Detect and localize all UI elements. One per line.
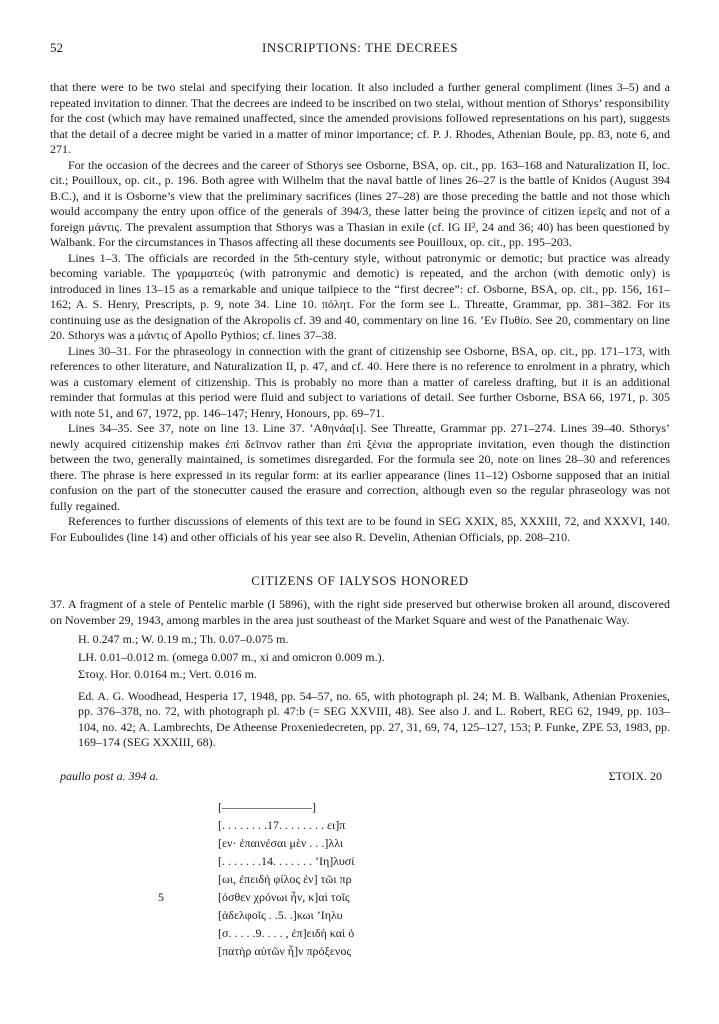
inscription-line — [218, 942, 670, 960]
page-number: 52 — [50, 40, 63, 55]
inscription-line — [218, 924, 670, 942]
inscription-line — [218, 852, 670, 870]
entry-intro: 37. A fragment of a stele of Pentelic marble (I 5896), with the right side preserved but otherwise broken all around, discovered on November 29, 1943, among marbles in the area just southeast of the Market Square and west of the Panathenaic Way. — [50, 597, 670, 627]
section-title: CITIZENS OF IALYSOS HONORED — [251, 573, 469, 588]
line-text: [όσθεν χρόνωι ἦν, κ]αὶ τοῖς — [218, 889, 350, 904]
line-text: [ωι, ἐπειδὴ φίλος ἐν] τῶι πρ — [218, 871, 352, 886]
commentary — [50, 80, 670, 545]
line-text: [–––––––––––––––] — [218, 799, 316, 814]
line-number — [148, 834, 218, 852]
inscription-line — [218, 798, 670, 816]
dimensions: H. 0.247 m.; W. 0.19 m.; Th. 0.07–0.075 m. — [78, 632, 289, 646]
line-text: [εν· ἐπαινέσαι μὲν . . .]λλι — [218, 835, 344, 850]
line-number — [148, 798, 218, 816]
stoich-measurements: Στοιχ. Hor. 0.0164 m.; Vert. 0.016 m. — [78, 667, 257, 681]
line-number — [148, 870, 218, 888]
inscription-line — [158, 888, 670, 906]
line-text: [σ. . . . .9. . . . , ἐπ]ειδὴ καὶ ὁ — [218, 925, 355, 940]
stoich-label: ΣΤΟΙΧ. 20 — [608, 768, 662, 783]
line-number — [148, 852, 218, 870]
line-text: [πατὴρ αὐτῶν ἦ]ν πρόξενος — [218, 943, 352, 958]
line-text: [. . . . . . .14. . . . . . . ’Ιη]λυσί — [218, 853, 355, 868]
dateline — [50, 769, 670, 784]
entry-measurements — [78, 632, 670, 683]
inscription-line — [218, 816, 670, 834]
inscription-line — [218, 870, 670, 888]
line-text: [. . . . . . . .17. . . . . . . . ει]π — [218, 817, 346, 832]
page — [50, 40, 670, 960]
inscription-text — [158, 798, 670, 960]
date: paullo post a. 394 a. — [60, 768, 159, 783]
line-number: 5 — [158, 889, 164, 904]
paragraph: Lines 30–31. For the phraseology in connection with the grant of citizenship see Osborne, BSA, op. cit., pp. 171–173, with references to other literature, and Naturalization II, p. 47, and cf. 40. Here there is no reference to enrolment in a phratry, which was a customary element of citizenship. This is probably no more than a matter of careless drafting, but it is an additional reminder that formulas at this period were fluid and subject to variations of detail. See further Osborne, BSA 66, 1971, p. 305 with note 51, and 67, 1972, pp. 146–147; Henry, Honours, pp. 69–71. — [50, 343, 670, 420]
paragraph: References to further discussions of elements of this text are to be found in SEG XXIX, 85, XXXIII, 72, and XXXVI, 140. For Euboulides (line 14) and other officials of his year see also R. Develin, Athenian Officials, pp. 208–210. — [50, 514, 670, 544]
running-head: INSCRIPTIONS: THE DECREES — [261, 40, 459, 55]
inscription-line — [218, 906, 670, 924]
paragraph: Lines 1–3. The officials are recorded in the 5th-century style, without patronymic or demotic; but practice was already becoming variable. The γραμματεύς (with patronymic and demotic) is repeated, and the archon (with demotic only) is introduced in lines 13–15 as a remarkable and unique tailpiece to the “first decree”: cf. Osborne, BSA, op. cit., pp. 156, 161–162; A. S. Henry, Prescripts, p. 9, note 34. Line 10. πόλητ. For the form see L. Threatte, Grammar, pp. 381–382. For its continuing use as the designation of the Akropolis cf. 39 and 40, commentary on line 16. ’Εν Πυθίο. See 20, commentary on line 20. Sthorys was a μάντις of Apollo Pythios; cf. lines 37–38. — [50, 250, 670, 342]
letter-height: LH. 0.01–0.012 m. (omega 0.007 m., xi and omicron 0.009 m.). — [78, 649, 385, 664]
line-number — [148, 942, 218, 960]
paragraph: that there were to be two stelai and specifying their location. It also included a further general compliment (lines 3–5) and a repeated invitation to dinner. That the decrees are indeed to be inscribed on two stelai, without mention of Sthorys’ responsibility for the cost (which may have remained unaffected, since the amended provisions followed representations on his part), suggests that the detail of a decree might be varied in a matter of minor importance; cf. P. J. Rhodes, Athenian Boule, pp. 83, note 6, and 271. — [50, 80, 670, 156]
edition-references: Ed. A. G. Woodhead, Hesperia 17, 1948, pp. 54–57, no. 65, with photograph pl. 24; M. B. Walbank, Athenian Proxenies, pp. 376–378, no. 72, with photograph pl. 47:b (= SEG XXVIII, 48). See also J. and L. Robert, REG 62, 1949, pp. 103–104, no. 42; A. Lambrechts, De Atheense Proxeniedecreten, pp. 27, 31, 69, 74, 125–127, 153; P. Funke, ZPE 53, 1983, pp. 169–174 (SEG XXXIII, 68). — [78, 688, 670, 749]
line-number — [148, 906, 218, 924]
page-header — [50, 40, 670, 62]
line-number — [148, 924, 218, 942]
inscription-line — [218, 834, 670, 852]
line-number — [148, 816, 218, 834]
paragraph: Lines 34–35. See 37, note on line 13. Line 37. ’Αθηνάα[ι]. See Threatte, Grammar pp. 271–274. Lines 39–40. Sthorys’ newly acquired citizenship makes ἐπὶ δεῖπνον rather than ἐπὶ ξένια the appropriate invitation, even though the distinction between the two, generally maintained, is sometimes disregarded. For the formula see 20, note on lines 28–30 and references there. The phrase is here expressed in its regular form: at its earlier appearance (lines 11–12) Osborne supposed that an initial confusion on the part of the stonecutter caused the erasure and correction, although even so the regular phraseology was not fully regained. — [50, 421, 670, 513]
line-text: [ἀδελφοῖς . .5. .]κωι ’Ιηλυ — [218, 907, 343, 922]
paragraph: For the occasion of the decrees and the career of Sthorys see Osborne, BSA, op. cit., pp. 163–168 and Naturalization II, loc. cit.; Pouilloux, op. cit., p. 196. Both agree with Wilhelm that the naval battle of lines 26–27 is the battle of Knidos (August 394 B.C.), and it is Osborne’s view that the preliminary sacrifices (lines 27–28) are those preceding the battle and not those which would accompany the entry upon office of the generals of 394/3, these latter being the province of citizen ἱερεῖς and not of a foreign μάντις. The prevalent assumption that Sthorys was a Thasian in exile (cf. IG II², 24 and 36; 40) has been questioned by Walbank. For the circumstances in Thasos affecting all these documents see Pouilloux, op. cit., pp. 195–203. — [50, 157, 670, 249]
